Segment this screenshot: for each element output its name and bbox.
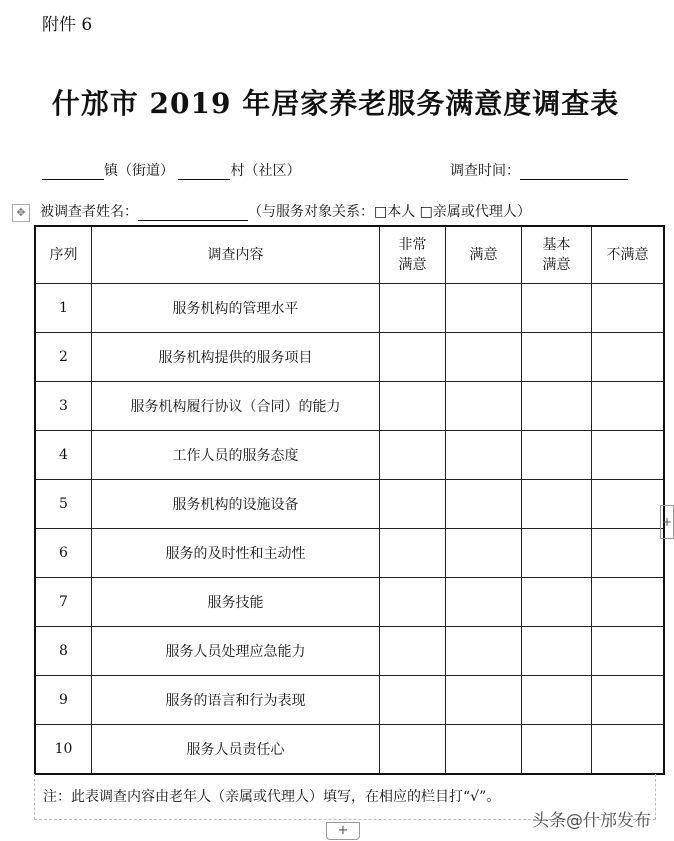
rating-cell[interactable] [592,382,665,431]
table-row [35,333,664,382]
row-number: 10 [35,725,92,775]
town-blank[interactable] [42,165,104,180]
name-label: 被调查者姓名： [40,204,138,220]
rating-cell[interactable] [380,676,446,725]
rating-cell[interactable] [446,333,522,382]
rating-cell[interactable] [380,529,446,578]
rating-cell[interactable] [592,725,665,775]
survey-item: 服务人员责任心 [92,725,380,775]
survey-item: 服务机构履行协议（合同）的能力 [92,382,380,431]
survey-item: 服务人员处理应急能力 [92,627,380,676]
column-header: 序列 [35,226,92,284]
rating-cell[interactable] [522,382,592,431]
survey-item: 服务机构的设施设备 [92,480,380,529]
rating-cell[interactable] [446,529,522,578]
rating-cell[interactable] [592,284,665,333]
rating-cell[interactable] [592,578,665,627]
add-row-button[interactable]: + [326,822,360,840]
survey-item: 工作人员的服务态度 [92,431,380,480]
table-row [35,284,664,333]
rating-cell[interactable] [446,627,522,676]
watermark: 头条@什邡发布 [532,811,651,831]
rating-cell[interactable] [446,431,522,480]
rating-cell[interactable] [522,333,592,382]
rating-cell[interactable] [380,578,446,627]
row-number: 9 [35,676,92,725]
rating-cell[interactable] [522,529,592,578]
village-blank[interactable] [178,165,230,180]
rating-cell[interactable] [592,431,665,480]
rating-cell[interactable] [592,480,665,529]
rating-cell[interactable] [446,284,522,333]
rating-cell[interactable] [592,627,665,676]
time-line [450,160,628,180]
table-row [35,529,664,578]
column-header: 非常 满意 [380,226,446,284]
attachment-label: 附件 6 [42,15,93,35]
location-line [42,160,300,180]
rating-cell[interactable] [522,480,592,529]
rating-cell[interactable] [380,284,446,333]
row-number: 6 [35,529,92,578]
table-row [35,578,664,627]
survey-item: 服务的及时性和主动性 [92,529,380,578]
column-header: 不满意 [592,226,665,284]
table-row [35,676,664,725]
note: 注：此表调查内容由老年人（亲属或代理人）填写，在相应的栏目打“√”。 [34,774,656,820]
table-row [35,725,664,775]
survey-item: 服务的语言和行为表现 [92,676,380,725]
respondent-line [40,201,531,221]
rating-cell[interactable] [522,578,592,627]
time-label: 调查时间： [450,163,520,179]
rating-cell[interactable] [522,676,592,725]
row-number: 7 [35,578,92,627]
row-number: 5 [35,480,92,529]
rating-cell[interactable] [592,333,665,382]
row-number: 4 [35,431,92,480]
rating-cell[interactable] [380,627,446,676]
time-blank[interactable] [520,165,628,180]
survey-item: 服务技能 [92,578,380,627]
column-header: 调查内容 [92,226,380,284]
survey-item: 服务机构提供的服务项目 [92,333,380,382]
rating-cell[interactable] [446,480,522,529]
rating-cell[interactable] [522,431,592,480]
rating-cell[interactable] [380,725,446,775]
rating-cell[interactable] [380,480,446,529]
table-row [35,627,664,676]
rating-cell[interactable] [380,431,446,480]
column-header: 基本 满意 [522,226,592,284]
village-label: 村（社区） [230,163,301,179]
rating-cell[interactable] [592,676,665,725]
rating-cell[interactable] [592,529,665,578]
rating-cell[interactable] [446,382,522,431]
relation-label: （与服务对象关系：□本人 □亲属或代理人） [248,204,531,220]
table-row [35,480,664,529]
survey-item: 服务机构的管理水平 [92,284,380,333]
rating-cell[interactable] [522,284,592,333]
rating-cell[interactable] [522,627,592,676]
row-number: 8 [35,627,92,676]
rating-cell[interactable] [380,382,446,431]
column-header: 满意 [446,226,522,284]
town-label: 镇（街道） [104,163,174,179]
rating-cell[interactable] [446,725,522,775]
table-move-handle-icon[interactable]: ✥ [12,204,30,222]
survey-table [34,225,665,775]
row-number: 2 [35,333,92,382]
rating-cell[interactable] [522,725,592,775]
row-number: 3 [35,382,92,431]
table-row [35,382,664,431]
add-column-button[interactable]: + [660,505,674,539]
name-blank[interactable] [138,206,248,221]
document-title: 什邡市 2019 年居家养老服务满意度调查表 [51,87,620,120]
table-row [35,431,664,480]
rating-cell[interactable] [380,333,446,382]
rating-cell[interactable] [446,676,522,725]
row-number: 1 [35,284,92,333]
rating-cell[interactable] [446,578,522,627]
